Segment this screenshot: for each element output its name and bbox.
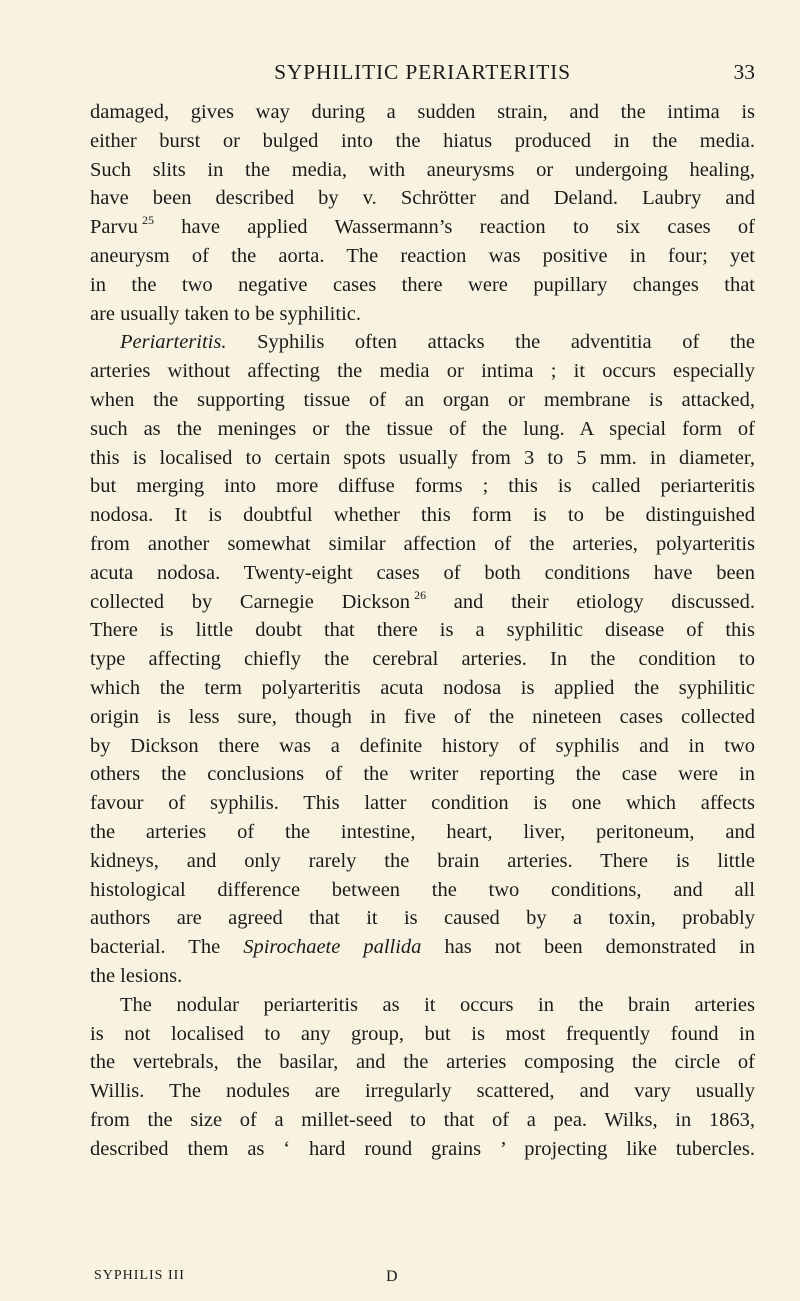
text-line: are usually taken to be syphilitic. [90,302,361,325]
author-name: Parvu [90,216,138,239]
text-line: aneurysm of the aorta. The reaction was positive in four; yet [90,244,755,267]
signature-title: SYPHILIS III [94,1268,185,1283]
text-line: nodosa. It is doubtful whether this form is to be distinguished [90,504,755,527]
author-name: collected by Carnegie Dickson [90,590,410,613]
text-line: Such slits in the media, with aneurysms or undergoing healing, [90,158,755,181]
text-line: damaged, gives way during a sudden strain, and the intima is [90,101,755,123]
text-line: when the supporting tissue of an organ or membrane is attacked, [90,388,755,411]
section-heading: Periarteritis. [120,331,227,354]
paragraph-aneurysm [90,98,755,328]
paragraph-nodular [90,991,755,1164]
signature-mark: D [386,1268,399,1285]
paragraph-periarteritis [90,328,755,990]
text-line [90,588,755,617]
line-continuation: Syphilis often attacks the adventitia of the [257,331,755,354]
running-head [90,60,755,94]
body-text [90,98,755,1163]
text-line: either burst or bulged into the hiatus produced in the media. [90,129,755,152]
text-line: others the conclusions of the writer reporting the case were in [90,763,755,786]
text-line: in the two negative cases there were pupillary changes that [90,273,755,296]
text-line: by Dickson there was a definite history of syphilis and in two [90,734,755,757]
text-line: favour of syphilis. This latter condition is one which affects [90,792,755,815]
line-continuation: and their etiology discussed. [453,590,755,613]
running-title: SYPHILITIC PERIARTERITIS [274,60,571,84]
text-line: histological difference between the two conditions, and all [90,878,755,901]
text-line: described them as ‘ hard round grains ’ projecting like tubercles. [90,1137,755,1160]
text-line: origin is less sure, though in five of the nineteen cases collected [90,705,755,728]
reference-marker: 26 [414,587,427,602]
text-line: from the size of a millet-seed to that of a pea. Wilks, in 1863, [90,1108,755,1131]
text-line [90,213,755,242]
text-line [90,933,755,962]
text-line: type affecting chiefly the cerebral arteries. In the condition to [90,648,755,671]
text-line [90,328,755,357]
text-line: which the term polyarteritis acuta nodosa is applied the syphilitic [90,676,755,699]
text-line: have been described by v. Schrötter and Deland. Laubry and [90,187,755,210]
text-line: Willis. The nodules are irregularly scattered, and vary usually [90,1080,755,1103]
text-line: the arteries of the intestine, heart, liver, peritoneum, and [90,820,755,843]
text-line: kidneys, and only rarely the brain arteries. There is little [90,849,755,872]
text-line: authors are agreed that it is caused by a toxin, probably [90,907,755,930]
page-number: 33 [733,60,755,84]
text-line: acuta nodosa. Twenty-eight cases of both conditions have been [90,561,755,584]
text-line: The nodular periarteritis as it occurs in the brain arteries [120,993,755,1016]
line-start: bacterial. The [90,936,221,959]
species-name: Spirochaete pallida [243,936,422,959]
text-line: but merging into more diffuse forms ; this is called periarteritis [90,475,755,498]
printer-signature [94,1268,755,1292]
line-continuation: have applied Wassermann’s reaction to six cases of [181,216,756,239]
text-line: arteries without affecting the media or intima ; it occurs especially [90,360,755,383]
text-line: the lesions. [90,964,183,987]
text-line: this is localised to certain spots usually from 3 to 5 mm. in diameter, [90,446,755,469]
text-line: There is little doubt that there is a syphilitic disease of this [90,619,755,642]
text-line: the vertebrals, the basilar, and the arteries composing the circle of [90,1051,755,1074]
text-line: is not localised to any group, but is most frequently found in [90,1022,755,1045]
text-line: from another somewhat similar affection of the arteries, polyarteritis [90,532,755,555]
reference-marker: 25 [141,213,154,228]
line-continuation: has not been demonstrated in [444,936,756,959]
text-line: such as the meninges or the tissue of the lung. A special form of [90,417,755,440]
